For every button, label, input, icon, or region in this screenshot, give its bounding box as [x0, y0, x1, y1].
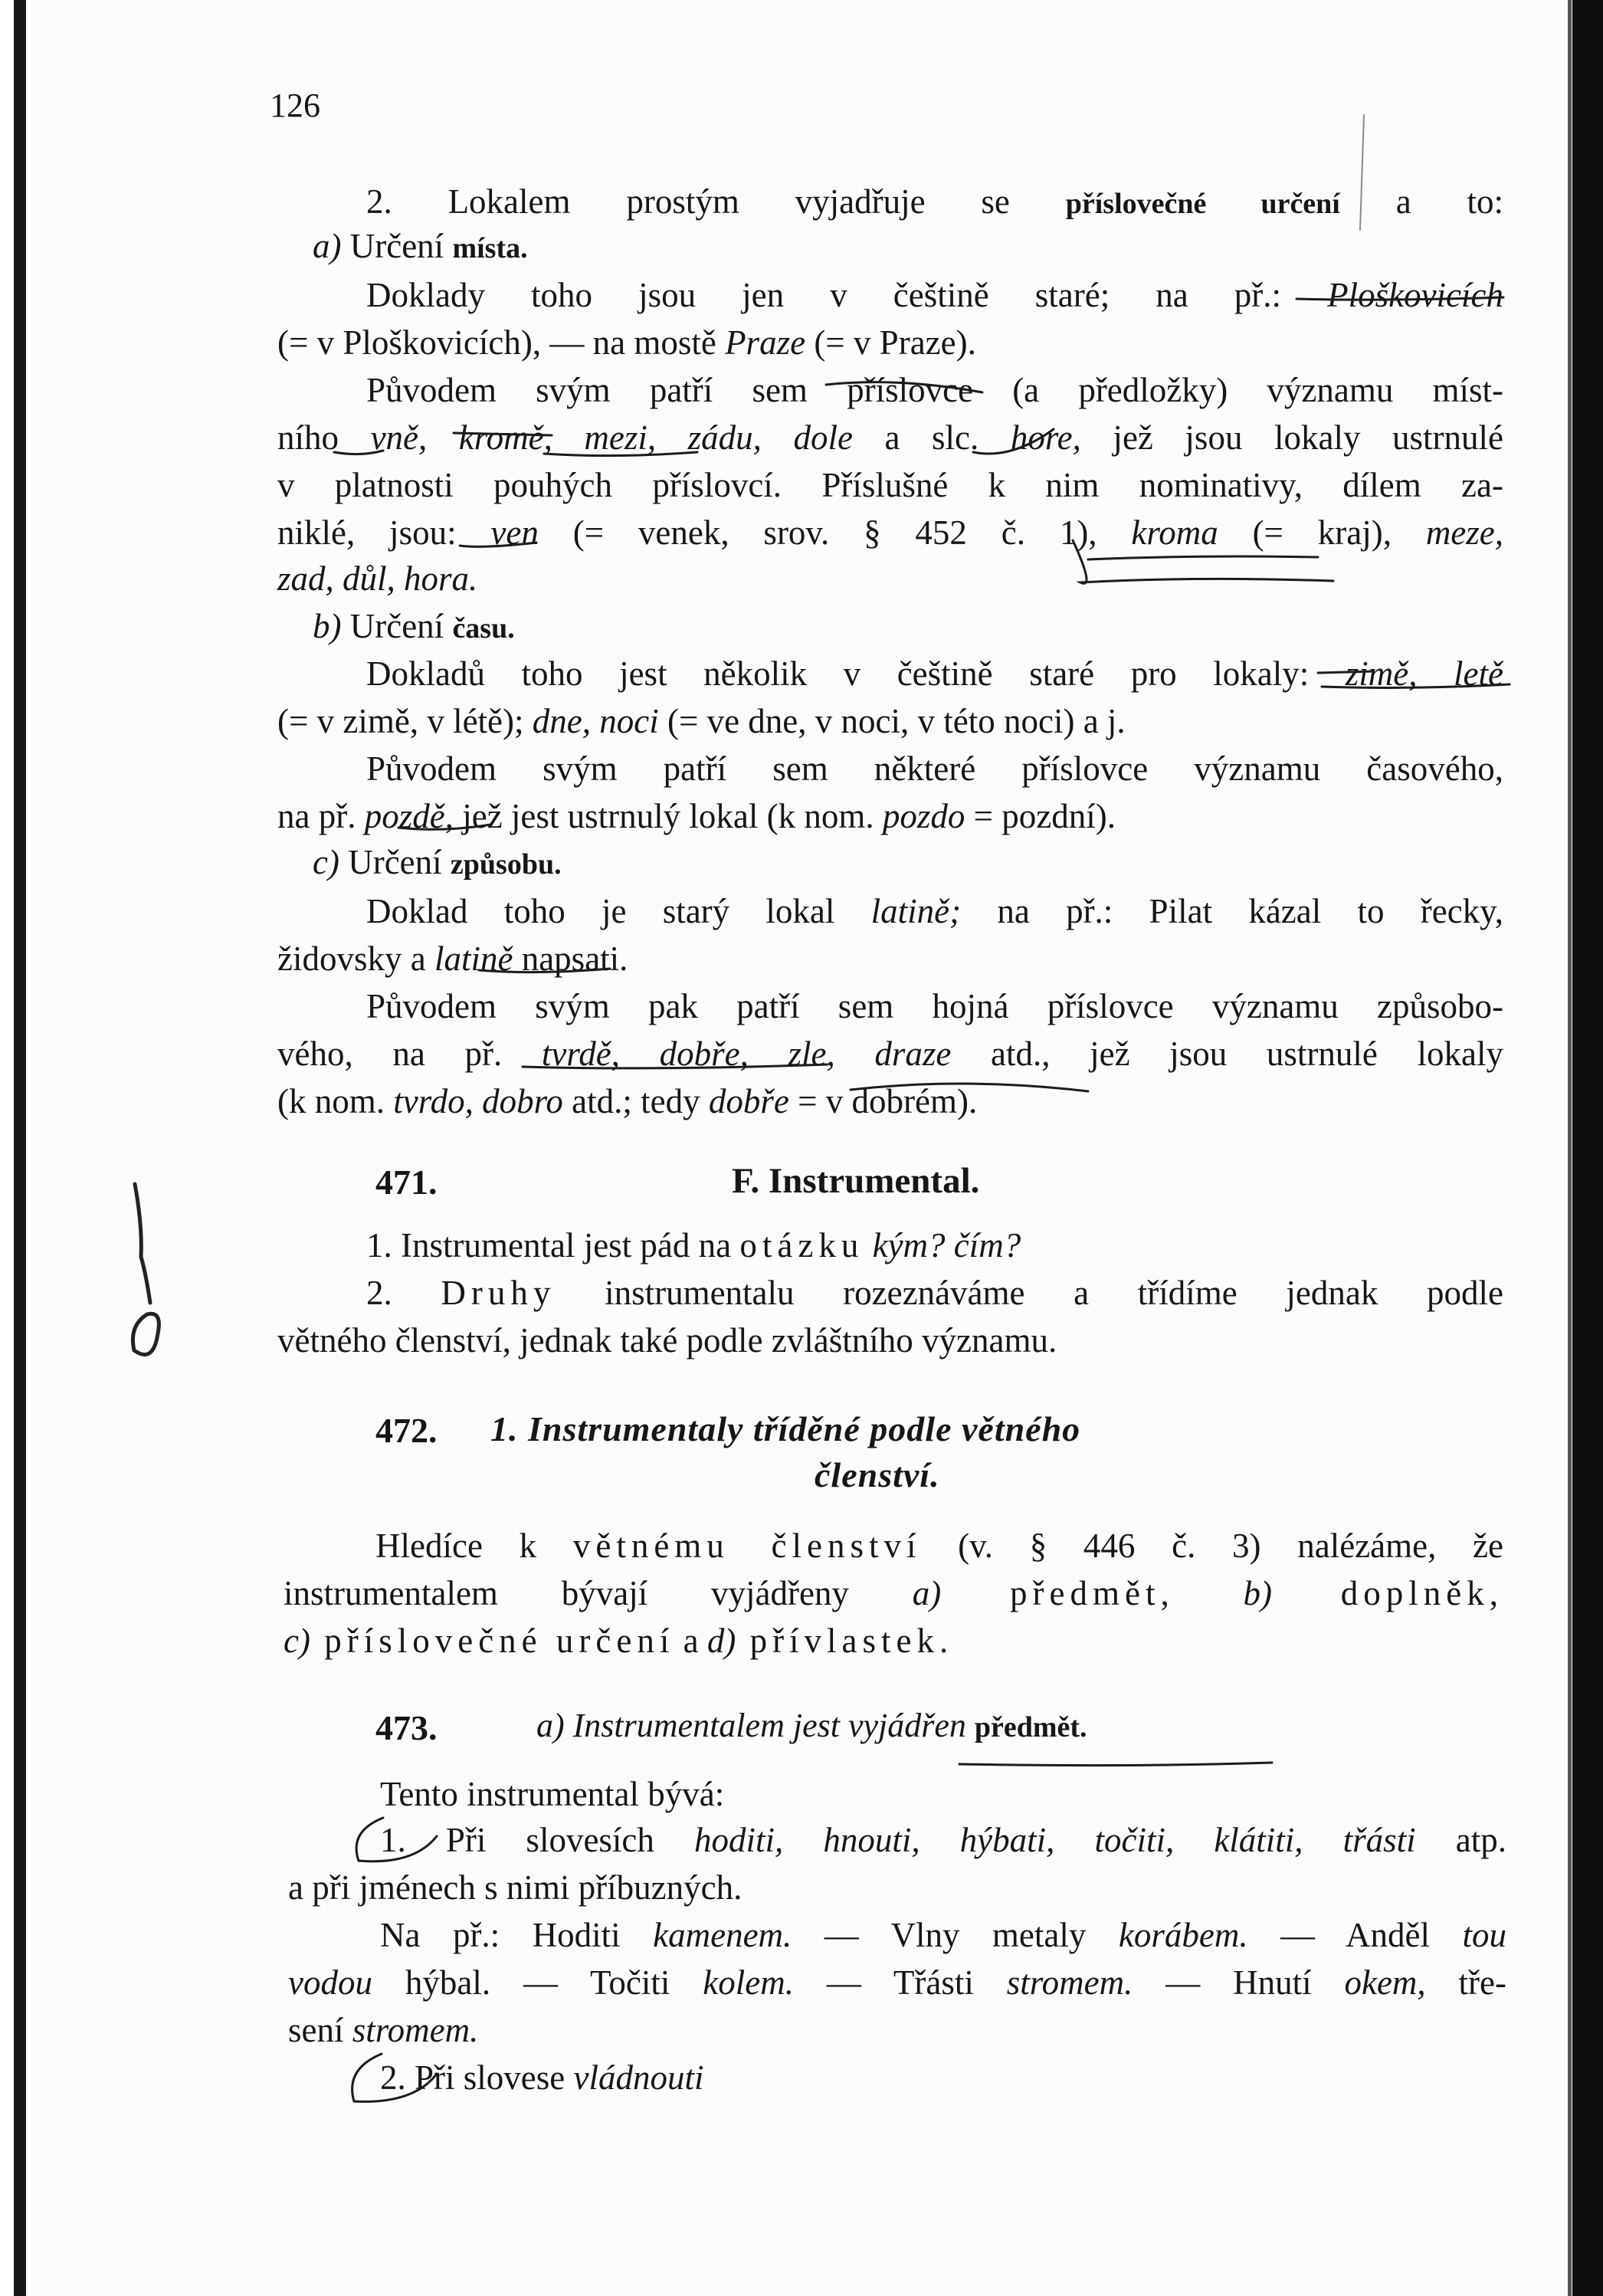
text-line: 2. Lokalem prostým vyjadřuje se příslovečné určení a to: — [366, 182, 1503, 221]
underline-pozde — [398, 825, 490, 829]
text-line: sení stromem. — [288, 2011, 479, 2049]
section-number: 471. — [375, 1163, 438, 1202]
text-line: Hledíce k větnému členství (v. § 446 č. 3) nalézáme, že — [375, 1527, 1504, 1565]
strike-dobre — [851, 1084, 1088, 1091]
text-line: instrumentalem bývají vyjádřeny a) předmět, b) doplněk, — [284, 1574, 1503, 1612]
underline-vne — [334, 451, 383, 454]
strike-krome — [454, 433, 552, 435]
section-title: 1. Instrumentaly tříděné podle větného — [490, 1409, 1081, 1448]
text-line: Na př.: Hoditi kamenem. — Vlny metaly korábem. — Anděl tou — [380, 1916, 1507, 1954]
section-title: F. Instrumental. — [732, 1161, 980, 1201]
strike-zime — [1318, 671, 1372, 673]
long-curve-kroma — [1073, 540, 1333, 583]
text-line: Dokladů toho jest několik v češtině staré pro lokaly: zimě, letě — [366, 654, 1504, 693]
text-line: vého, na př. tvrdě, dobře, zle, draze atd., jež jsou ustrnulé lokaly — [277, 1035, 1503, 1073]
underline-zime-lete — [1322, 684, 1510, 687]
text-line: Původem svým patří sem příslovce (a předložky) významu míst- — [366, 371, 1503, 409]
text-line: c) Určení způsobu. — [313, 843, 562, 881]
underline-mezi-zadu — [544, 452, 697, 456]
text-line: Doklady toho jsou jen v češtině staré; na př.: Ploškovicích — [366, 276, 1503, 314]
text-line: větného členství, jednak také podle zvláštního významu. — [277, 1321, 1057, 1360]
circle-1 — [356, 1818, 437, 1861]
text-line: Doklad toho je starý lokal latině; na př.: Pilat kázal to řecky, — [366, 892, 1503, 930]
underline-ven — [460, 543, 536, 546]
text-line: (k nom. tvrdo, dobro atd.; tedy dobře = v dobrém). — [277, 1082, 978, 1120]
text-line: niklé, jsou: ven (= venek, srov. § 452 č. 1), kroma (= kraj), meze, — [277, 513, 1504, 552]
text-line: zad, důl, hora. — [277, 559, 478, 598]
margin-mark-1 — [135, 1184, 150, 1303]
text-line: ního vně, kromě, mezi, zádu, dole a slc. hore, jež jsou lokaly ustrnulé — [277, 418, 1503, 457]
hook-hore — [973, 429, 1054, 454]
circle-2 — [352, 2054, 437, 2101]
section-title: a) Instrumentalem jest vyjádřen předmět. — [536, 1707, 1087, 1744]
text-line: (= v Ploškovicích), — na mostě Praze (= v Praze). — [277, 323, 976, 362]
page-number: 126 — [270, 87, 320, 124]
text-line: a) Určení místa. — [313, 227, 528, 265]
pencil-stroke-top — [1360, 115, 1364, 230]
text-line: Původem svým pak patří sem hojná příslovce významu způsobo- — [366, 987, 1503, 1025]
text-line: a při jménech s nimi příbuzných. — [288, 1868, 742, 1907]
underline-kroma-2 — [1088, 556, 1318, 559]
underline-latine — [479, 969, 610, 973]
text-line: (= v zimě, v létě); dne, noci (= ve dne, v noci, v této noci) a j. — [277, 702, 1126, 740]
text-line: vodou hýbal. — Točiti kolem. — Třásti stromem. — Hnutí okem, tře- — [288, 1963, 1506, 2002]
underline-vyjadren — [959, 1763, 1272, 1766]
text-line: b) Určení času. — [313, 607, 515, 645]
margin-mark-2 — [133, 1314, 159, 1354]
section-number: 473. — [375, 1708, 438, 1747]
text-line: c) příslovečné určení a d) přívlastek. — [284, 1622, 954, 1660]
text-line: v platnosti pouhých příslovcí. Příslušné k nim nominativy, dílem za- — [277, 466, 1503, 504]
text-line: 1. Při slovesích hoditi, hnouti, hýbati, točiti, klátiti, třásti atp. — [380, 1821, 1506, 1859]
text-line: židovsky a latině napsati. — [277, 940, 628, 978]
text-line: 2. Druhy instrumentalu rozeznáváme a třídíme jednak podle — [366, 1274, 1504, 1312]
section-number: 472. — [375, 1411, 438, 1450]
text-line: Tento instrumental bývá: — [380, 1775, 725, 1813]
section-title-continued: členství. — [815, 1455, 940, 1494]
text-line: Původem svým patří sem některé příslovce významu časového, — [366, 749, 1503, 788]
text-line: 2. Při slovese vládnouti — [380, 2058, 704, 2097]
underline-ploskovicich — [1296, 297, 1503, 300]
text-line: 1. Instrumental jest pád na otázku kým? čím? — [366, 1226, 1021, 1264]
text-line: na př. pozdě, jež jest ustrnulý lokal (k nom. pozdo = pozdní). — [277, 797, 1116, 835]
underline-tvrde-zle — [523, 1064, 828, 1068]
strike-prislovce — [826, 382, 982, 392]
